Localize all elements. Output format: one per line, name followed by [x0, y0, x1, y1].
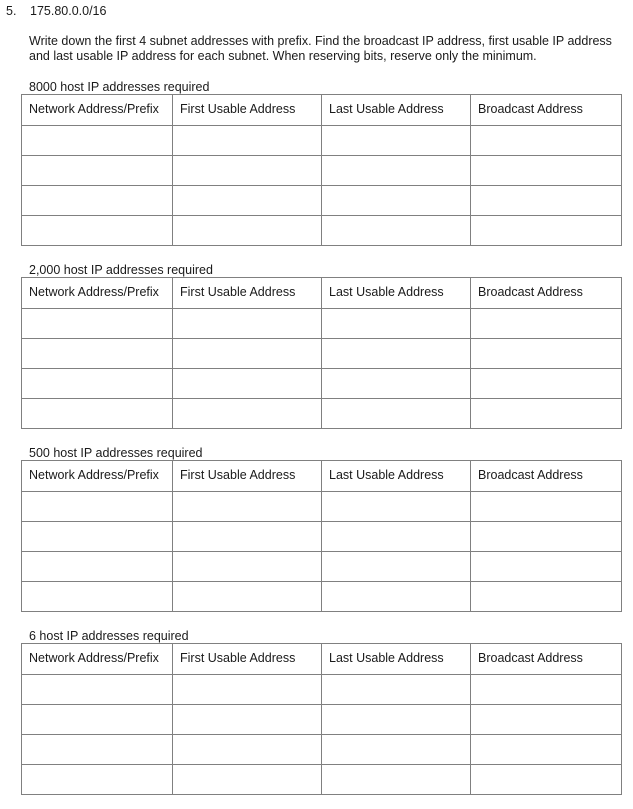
first-usable-cell[interactable] [173, 309, 322, 339]
header-network-address: Network Address/Prefix [22, 95, 173, 126]
broadcast-cell[interactable] [471, 339, 622, 369]
first-usable-cell[interactable] [173, 399, 322, 429]
network-address-cell[interactable] [22, 552, 173, 582]
network-address-cell[interactable] [22, 675, 173, 705]
network-address-cell[interactable] [22, 339, 173, 369]
broadcast-cell[interactable] [471, 582, 622, 612]
last-usable-cell[interactable] [322, 582, 471, 612]
network-address-cell[interactable] [22, 705, 173, 735]
header-network-address: Network Address/Prefix [22, 461, 173, 492]
table-row [22, 675, 622, 705]
section-label: 8000 host IP addresses required [29, 80, 210, 94]
network-address-cell[interactable] [22, 765, 173, 795]
first-usable-cell[interactable] [173, 522, 322, 552]
last-usable-cell[interactable] [322, 765, 471, 795]
first-usable-cell[interactable] [173, 765, 322, 795]
question-number: 5. [6, 4, 17, 18]
header-last-usable: Last Usable Address [322, 278, 471, 309]
header-network-address: Network Address/Prefix [22, 644, 173, 675]
first-usable-cell[interactable] [173, 369, 322, 399]
last-usable-cell[interactable] [322, 216, 471, 246]
last-usable-cell[interactable] [322, 492, 471, 522]
table-row [22, 522, 622, 552]
last-usable-cell[interactable] [322, 399, 471, 429]
broadcast-cell[interactable] [471, 309, 622, 339]
table-row [22, 552, 622, 582]
table-header-row [22, 95, 622, 126]
first-usable-cell[interactable] [173, 675, 322, 705]
first-usable-cell[interactable] [173, 735, 322, 765]
broadcast-cell[interactable] [471, 399, 622, 429]
broadcast-cell[interactable] [471, 126, 622, 156]
broadcast-cell[interactable] [471, 216, 622, 246]
network-address-cell[interactable] [22, 309, 173, 339]
last-usable-cell[interactable] [322, 705, 471, 735]
header-first-usable: First Usable Address [173, 95, 322, 126]
network-address-cell[interactable] [22, 492, 173, 522]
broadcast-cell[interactable] [471, 675, 622, 705]
network-address-cell[interactable] [22, 582, 173, 612]
network-address-cell[interactable] [22, 522, 173, 552]
header-broadcast: Broadcast Address [471, 644, 622, 675]
table-header-row [22, 461, 622, 492]
table-row [22, 339, 622, 369]
table-row [22, 126, 622, 156]
first-usable-cell[interactable] [173, 126, 322, 156]
first-usable-cell[interactable] [173, 582, 322, 612]
header-last-usable: Last Usable Address [322, 461, 471, 492]
last-usable-cell[interactable] [322, 369, 471, 399]
table-row [22, 705, 622, 735]
table-row [22, 399, 622, 429]
header-network-address: Network Address/Prefix [22, 278, 173, 309]
last-usable-cell[interactable] [322, 735, 471, 765]
first-usable-cell[interactable] [173, 156, 322, 186]
question-heading [6, 4, 106, 18]
network-address-cell[interactable] [22, 216, 173, 246]
broadcast-cell[interactable] [471, 705, 622, 735]
instructions-text: Write down the first 4 subnet addresses with prefix. Find the broadcast IP address, first usable IP address and last usable IP address for each subnet. When reserving bits, reserve only the minimum. [29, 34, 612, 63]
section-label: 2,000 host IP addresses required [29, 263, 213, 277]
last-usable-cell[interactable] [322, 339, 471, 369]
broadcast-cell[interactable] [471, 156, 622, 186]
table-header-row [22, 278, 622, 309]
broadcast-cell[interactable] [471, 369, 622, 399]
last-usable-cell[interactable] [322, 675, 471, 705]
network-address-cell[interactable] [22, 399, 173, 429]
subnet-table [21, 94, 622, 246]
table-row [22, 765, 622, 795]
header-first-usable: First Usable Address [173, 278, 322, 309]
table-row [22, 735, 622, 765]
broadcast-cell[interactable] [471, 552, 622, 582]
header-last-usable: Last Usable Address [322, 644, 471, 675]
broadcast-cell[interactable] [471, 186, 622, 216]
table-row [22, 156, 622, 186]
network-address-cell[interactable] [22, 126, 173, 156]
broadcast-cell[interactable] [471, 735, 622, 765]
header-broadcast: Broadcast Address [471, 95, 622, 126]
table-row [22, 582, 622, 612]
header-first-usable: First Usable Address [173, 644, 322, 675]
first-usable-cell[interactable] [173, 492, 322, 522]
last-usable-cell[interactable] [322, 156, 471, 186]
header-first-usable: First Usable Address [173, 461, 322, 492]
first-usable-cell[interactable] [173, 186, 322, 216]
broadcast-cell[interactable] [471, 522, 622, 552]
last-usable-cell[interactable] [322, 552, 471, 582]
network-address: 175.80.0.0/16 [30, 4, 107, 18]
section-label: 500 host IP addresses required [29, 446, 203, 460]
table-row [22, 186, 622, 216]
last-usable-cell[interactable] [322, 126, 471, 156]
table-row [22, 492, 622, 522]
subnet-table [21, 277, 622, 429]
broadcast-cell[interactable] [471, 765, 622, 795]
first-usable-cell[interactable] [173, 216, 322, 246]
first-usable-cell[interactable] [173, 339, 322, 369]
header-last-usable: Last Usable Address [322, 95, 471, 126]
network-address-cell[interactable] [22, 735, 173, 765]
network-address-cell[interactable] [22, 369, 173, 399]
network-address-cell[interactable] [22, 156, 173, 186]
last-usable-cell[interactable] [322, 522, 471, 552]
network-address-cell[interactable] [22, 186, 173, 216]
broadcast-cell[interactable] [471, 492, 622, 522]
subnet-table [21, 460, 622, 612]
section-label: 6 host IP addresses required [29, 629, 189, 643]
first-usable-cell[interactable] [173, 705, 322, 735]
table-row [22, 216, 622, 246]
header-broadcast: Broadcast Address [471, 461, 622, 492]
table-row [22, 369, 622, 399]
header-broadcast: Broadcast Address [471, 278, 622, 309]
last-usable-cell[interactable] [322, 186, 471, 216]
table-row [22, 309, 622, 339]
subnet-table [21, 643, 622, 795]
first-usable-cell[interactable] [173, 552, 322, 582]
last-usable-cell[interactable] [322, 309, 471, 339]
table-header-row [22, 644, 622, 675]
